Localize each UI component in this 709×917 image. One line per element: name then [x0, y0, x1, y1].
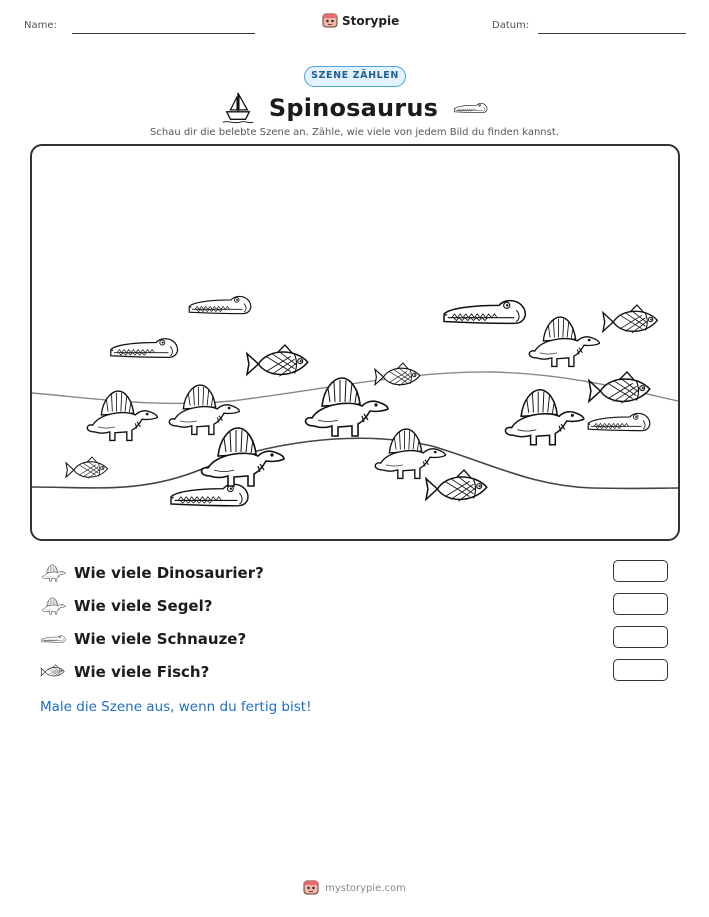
coloring-instruction: Male die Szene aus, wenn du fertig bist! [40, 699, 312, 715]
question-text: Wie viele Fisch? [74, 663, 210, 681]
fish-3 [375, 363, 420, 386]
dinosaur-1 [529, 317, 599, 366]
fish-icon [40, 664, 66, 680]
question-dinosaurs [40, 560, 264, 586]
answer-box-fish[interactable] [613, 659, 668, 681]
fish-1 [603, 305, 657, 333]
answer-box-sails[interactable] [613, 593, 668, 615]
name-label: Name: [24, 20, 57, 31]
question-sails [40, 593, 212, 619]
question-text: Wie viele Schnauze? [74, 630, 247, 648]
dinosaur-icon [40, 562, 66, 584]
fish-4 [589, 372, 650, 403]
snout-icon [40, 632, 66, 646]
question-fish [40, 659, 209, 685]
fish-5 [66, 457, 108, 478]
date-label: Datum: [492, 20, 530, 31]
storypie-logo [322, 13, 399, 29]
dinosaur-2 [87, 391, 157, 440]
dinosaur-4 [306, 378, 389, 436]
answer-box-dinosaurs[interactable] [613, 560, 668, 582]
counting-scene [30, 144, 680, 541]
brand-name: Storypie [342, 14, 400, 28]
question-text: Wie viele Dinosaurier? [74, 564, 264, 582]
dinosaur-6 [202, 428, 285, 486]
snout-3 [444, 301, 525, 324]
scene-illustration [32, 146, 678, 539]
question-text: Wie viele Segel? [74, 597, 213, 615]
page-subtitle: Schau dir die belebte Szene an. Zähle, wie viele von jedem Bild du finden kannst. [150, 127, 559, 138]
fish-2 [247, 345, 308, 376]
pie-logo-icon [322, 13, 338, 29]
snout-4 [588, 413, 650, 430]
sailboat-icon [221, 91, 255, 125]
sail-icon [40, 595, 66, 617]
footer-url[interactable]: mystorypie.com [325, 882, 406, 894]
dinosaur-3 [169, 385, 239, 434]
snout-icon [452, 97, 488, 119]
activity-badge: SZENE ZÄHLEN [304, 66, 406, 87]
snout-5 [171, 484, 248, 506]
footer [0, 880, 709, 896]
page-title: Spinosaurus [268, 94, 439, 122]
fish-6 [426, 470, 487, 501]
name-line[interactable] [72, 33, 255, 34]
snout-1 [189, 296, 251, 313]
dinosaur-5 [505, 390, 583, 445]
pie-logo-icon [303, 880, 319, 896]
dinosaur-7 [375, 429, 445, 478]
question-snouts [40, 626, 246, 652]
answer-box-snouts[interactable] [613, 626, 668, 648]
date-line[interactable] [538, 33, 686, 34]
snout-2 [111, 339, 178, 358]
title-row [0, 91, 709, 125]
